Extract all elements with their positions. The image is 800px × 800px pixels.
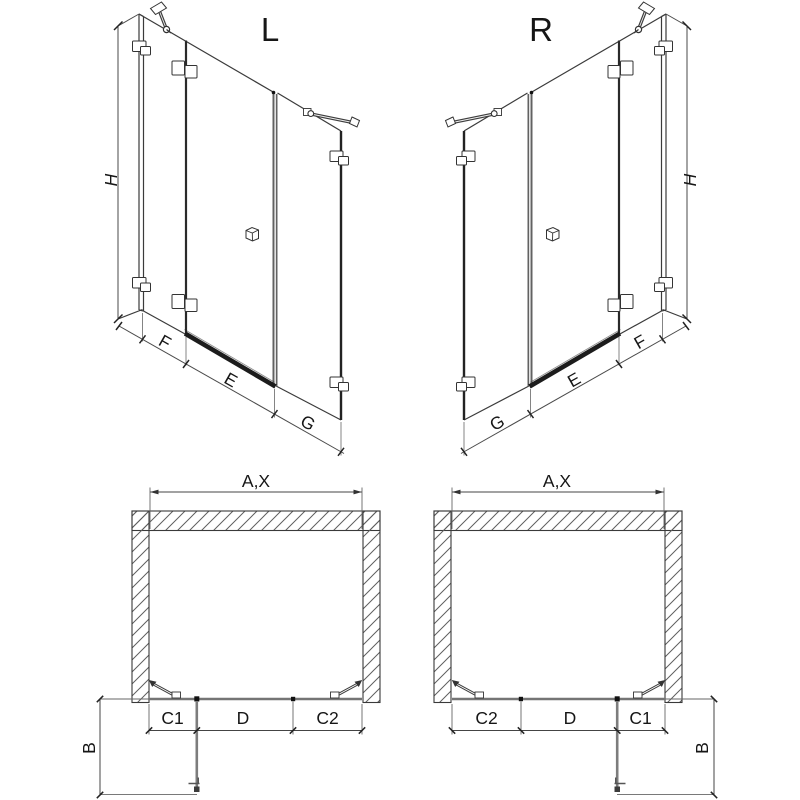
side-panel-dim-label-left: F: [155, 330, 175, 354]
door-dim-label-left: E: [220, 368, 241, 392]
front-view-right-geometry: [446, 2, 692, 456]
plan-view-left: [79, 471, 380, 798]
variant-label-right: R: [529, 11, 553, 48]
front-view-left-geometry: [114, 2, 360, 456]
return-panel-dim-label-right: G: [486, 410, 508, 435]
variant-label-left: L: [260, 11, 280, 48]
plan-left-walls: [132, 511, 380, 703]
door-dim-label-right: E: [564, 368, 585, 392]
depth-dim-label-plan-left: B: [79, 742, 99, 754]
seg1-dim-label-plan-left: C1: [161, 708, 184, 728]
seg3-dim-label-plan-right: C1: [629, 708, 652, 728]
seg2-dim-label-plan-right: D: [563, 708, 577, 728]
plan-view-right: [434, 471, 717, 798]
return-panel-dim-label-left: G: [297, 410, 319, 435]
side-panel-dim-label-right: F: [630, 330, 650, 354]
seg2-dim-label-plan-left: D: [236, 708, 250, 728]
width-dim-label-plan-right: A,X: [542, 471, 572, 491]
height-dim-label-right: H: [680, 173, 700, 187]
plan-right-walls: [434, 511, 682, 703]
width-dim-label-plan-left: A,X: [241, 471, 271, 491]
seg1-dim-label-plan-right: C2: [475, 708, 498, 728]
front-view-right: [446, 2, 701, 456]
seg3-dim-label-plan-left: C2: [316, 708, 339, 728]
front-view-left: [101, 2, 360, 456]
depth-dim-label-plan-right: B: [692, 742, 712, 754]
height-dim-label-left: H: [101, 173, 121, 187]
